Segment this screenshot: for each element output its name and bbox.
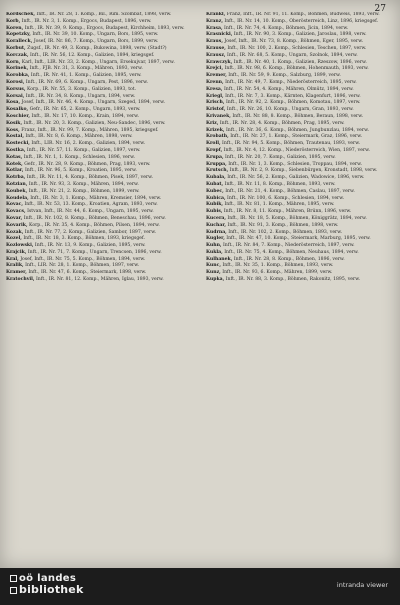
entry-name: Koralleck, <box>6 39 33 45</box>
entry-name: Kunc, <box>206 263 221 269</box>
entry-text: Gefr., IR. Nr. 28, 9. Komp., Böhmen, Prag, 1893, verw. <box>24 161 151 167</box>
entry-name: Kotas, <box>6 154 23 160</box>
entry-text: Inft., IR. Nr. 75, 4. Komp., Böhmen, Neuhaus, 1894, verw. <box>224 249 359 255</box>
entry-name: Kresa, <box>206 86 223 92</box>
entry-text: Inft., IR. Nr. 92, 2. Komp., Böhmen, Komotau, 1897, verw. <box>225 100 361 106</box>
entry-name: Korb, <box>6 18 21 24</box>
entry-text: Inft., IR. Nr. 34, 8. Komp., Ungarn, 1894, verw. <box>25 93 136 99</box>
entry-text: Inft., IR. Nr. 39, 10. Komp., Ungarn, Bors, 1895, verw. <box>32 32 159 38</box>
entry-text: Inft., IR. Nr. 18, 5. Komp., Böhmen, Königgrätz, 1894, verw. <box>227 215 367 221</box>
entry-name: Kraus, <box>206 39 223 45</box>
entry-name: Krausz, <box>206 52 226 58</box>
entry-text: Inft., IR. Nr. 28, 4. Komp., Böhmen, Prag, 1895, verw. <box>219 120 345 126</box>
entry-text: Inft., IR. Nr. 3, 1. Komp., Mähren, Kremsier, 1894, verw. <box>30 195 162 201</box>
entry-text: Inft., IR. Nr. 96, 5. Komp., Kroatien, 1895, verw. <box>24 168 137 174</box>
viewer-credit-link[interactable]: intranda viewer <box>336 581 388 589</box>
entry-name: Kostka, <box>6 147 26 153</box>
logo-line-1: oö landes <box>19 573 77 584</box>
register-entry <box>206 277 392 283</box>
entry-name: Korosi, <box>6 79 25 85</box>
entry-name: Kovacs, <box>6 209 26 215</box>
entry-name: Krenn, <box>206 79 224 85</box>
register-entry <box>206 107 392 113</box>
register-entry <box>206 250 392 256</box>
register-entry <box>6 134 192 140</box>
entry-text: Inft., IR. Nr. 91, 3. Komp., Böhmen, 1898, verw. <box>227 222 339 228</box>
entry-name: Kovarik, <box>6 222 28 228</box>
entry-name: Korsai, <box>6 93 25 99</box>
entry-name: Kubec, <box>206 188 224 194</box>
register-entry <box>206 270 392 276</box>
entry-name: Kotek, <box>6 161 23 167</box>
entry-text: Gefr., IR. Nr. 65, 2. Komp., Ungarn, 1893, verw. <box>29 107 141 113</box>
entry-text: Inft., IR. Nr. 77, 2. Komp., Galizien, Sambor, 1897, verw. <box>24 229 157 235</box>
register-entry <box>206 148 392 154</box>
entry-text: Inft., IR. Nr. 20, 3. Komp., Galizien, Neu-Sandec, 1896, verw. <box>23 120 166 126</box>
entry-name: Kroll, <box>206 141 221 147</box>
entry-name: Krawczyk, <box>206 59 233 65</box>
entry-name: Kotzian, <box>6 181 28 187</box>
logo-mark-icon <box>10 587 17 594</box>
register-entry <box>6 182 192 188</box>
register-entry <box>6 107 192 113</box>
entry-text: Inft., IR. Nr. 71, 7. Komp., Ungarn, Trencsen, 1896, verw. <box>27 249 162 255</box>
register-entry <box>206 257 392 263</box>
register-entry <box>6 39 192 45</box>
register-entry <box>206 128 392 134</box>
entry-text: Inft., IR. Nr. 26, 10. Komp., Ungarn, Gran, 1893, verw. <box>226 107 354 113</box>
register-entry <box>206 243 392 249</box>
entry-name: Krause, <box>206 45 226 51</box>
entry-name: Kral, <box>6 256 19 262</box>
register-entry <box>206 134 392 140</box>
register-entry <box>206 46 392 52</box>
register-entry <box>6 148 192 154</box>
entry-name: Kubica, <box>206 195 226 201</box>
register-entry <box>6 263 192 269</box>
entry-text: Inft., IR. Nr. 81, 1. Komp., Mähren, 1895, verw. <box>224 202 335 208</box>
register-entry <box>206 39 392 45</box>
register-entry <box>206 209 392 215</box>
register-entry <box>206 121 392 127</box>
register-entry <box>206 196 392 202</box>
entry-text: Inft., IR. Nr. 18, 3. Komp., Böhmen, 1893, kriegsgef. <box>23 236 145 242</box>
register-entry <box>6 53 192 59</box>
entry-text: Inft., IR. Nr. 56, 2. Komp., Galizien, Wadowice, 1896, verw. <box>227 175 365 181</box>
entry-name: Kosalko, <box>6 107 29 113</box>
entry-name: Krasa, <box>206 25 223 31</box>
entry-name: Kriz, <box>206 120 219 126</box>
entry-name: Korczak, <box>6 52 29 58</box>
entry-text: Inft., IR. Nr. 41, 1. Komp., Galizien, 1895, verw. <box>30 73 142 79</box>
entry-text: Inft., IR. Nr. 27, 1. Komp., Steiermark, Graz, 1896, verw. <box>230 134 363 140</box>
entry-name: Kuhn, <box>206 243 222 249</box>
entry-name: Koschier, <box>6 113 31 119</box>
entry-text: Karl, Inft., LIR. Nr. 33, 2. Komp., Ungarn, Ersekujvar, 1897, verw. <box>21 59 175 65</box>
entry-text: Josef, Inft., IR. Nr. 46, 4. Komp., Ungarn, Szeged, 1894, verw. <box>21 100 165 106</box>
entry-name: Kriegl, <box>206 93 224 99</box>
entry-text: Inft., IR. Nr. 53, 13. Komp., Kroatien, Agram, 1893, verw. <box>24 202 158 208</box>
entry-text: Inft., IR. Nr. 69, 6. Komp., Ungarn, Pest, 1896, verw. <box>25 79 149 85</box>
register-entry <box>206 80 392 86</box>
entry-name: Krejci, <box>206 66 224 72</box>
register-entry <box>6 230 192 236</box>
register-entry <box>6 128 192 134</box>
register-entry <box>6 66 192 72</box>
entry-text: Inft., IR. Nr. 102, 2. Komp., Böhmen, 1893, verw. <box>228 229 343 235</box>
entry-text: Inft., IR. Nr. 13, 9. Komp., Galizien, 1895, verw. <box>34 243 146 249</box>
register-entry <box>6 196 192 202</box>
entry-text: Inft., IR. Nr. 8, 11. Komp., Mähren, Brünn, 1896, verw. <box>223 209 352 215</box>
left-column <box>6 12 192 562</box>
entry-name: Kugler, <box>206 236 225 242</box>
library-logo[interactable] <box>10 573 83 595</box>
register-entry <box>206 26 392 32</box>
entry-text: Inft., IR. Nr. 11, 8. Komp., Böhmen, 1893, verw. <box>224 181 336 187</box>
register-entry <box>6 257 192 263</box>
entry-name: Krajcik, <box>6 249 27 255</box>
entry-name: Kristof, <box>206 107 226 113</box>
entry-name: Kotlar, <box>6 168 24 174</box>
entry-name: Kordschek, <box>6 12 36 17</box>
entry-text: Inft., IR. Nr. 28, 1. Komp., Bil., Rim. Szombat, 1898, verw. <box>36 12 172 17</box>
entry-name: Koren, <box>6 25 24 31</box>
entry-text: Inft., IR. Nr. 94, 5. Komp., Böhmen, Trautenau, 1893, verw. <box>222 141 361 147</box>
entry-name: Kudrna, <box>206 229 227 235</box>
register-entry <box>206 223 392 229</box>
entry-text: Inft., IR. Nr. 102, 8. Komp., Böhmen, Beneschau, 1896, verw. <box>23 215 166 221</box>
entry-name: Kostecki, <box>6 141 30 147</box>
entry-text: Inft., IR. Nr. 20, 7. Komp., Galizien, 1895, verw. <box>225 154 336 160</box>
entry-name: Kramer, <box>6 270 27 276</box>
entry-text: Korp., IR. Nr. 35, 4. Komp., Böhmen, Pilsen, 1894, verw. <box>29 222 160 228</box>
entry-text: Inft., IR. Nr. 40, 1. Komp., Galizien, Rzeszow, 1896, verw. <box>233 59 367 65</box>
register-entry <box>206 216 392 222</box>
entry-name: Kunz, <box>206 270 221 276</box>
viewer-footer <box>0 568 400 605</box>
entry-name: Kosa, <box>6 100 21 106</box>
entry-text: Inft., LIR. Nr. 28, 1. Komp., Böhmen, 1897, verw. <box>25 263 140 269</box>
register-entry <box>206 32 392 38</box>
entry-name: Kozak, <box>6 229 24 235</box>
entry-text: Inft., IR. Nr. 57, 11. Komp., Galizien, 1897, verw. <box>26 147 141 153</box>
entry-text: Inft., IR. Nr. 3, 1. Komp., Ergocs, Budapest, 1896, verw. <box>21 18 152 24</box>
entry-name: Kupka, <box>206 277 225 283</box>
entry-text: Inft., LIR. Nr. 16, 2. Komp., Galizien, 1894, verw. <box>31 141 146 147</box>
entry-name: Kubis, <box>206 209 223 215</box>
register-entry <box>6 94 192 100</box>
entry-name: Krivanek, <box>206 113 231 119</box>
register-entry <box>6 114 192 120</box>
entry-name: Kosik, <box>6 120 23 126</box>
register-entry <box>206 189 392 195</box>
register-entry <box>6 141 192 147</box>
entry-name: Kozlowski, <box>6 243 34 249</box>
entry-text: Inft., IR. Nr. 74, 4. Komp., Böhmen, Jicin, 1894, verw. <box>224 25 349 31</box>
entry-name: Kostal, <box>6 134 24 140</box>
register-entry <box>6 202 192 208</box>
register-entry <box>6 73 192 79</box>
entry-text: Inft., IR. Nr. 90, 3. Komp., Galizien, Jaroslau, 1898, verw. <box>233 32 367 38</box>
register-entry <box>206 73 392 79</box>
register-entry <box>6 236 192 242</box>
register-entry <box>206 155 392 161</box>
entry-text: Inft., IR. Nr. 1, 3. Komp., Schlesien, Troppau, 1894, verw. <box>228 161 362 167</box>
register-entry <box>206 162 392 168</box>
register-entry <box>6 223 192 229</box>
right-column <box>206 12 392 562</box>
register-entry <box>6 26 192 32</box>
register-entry <box>6 32 192 38</box>
register-entry <box>6 175 192 181</box>
entry-name: Kukla, <box>206 249 223 255</box>
entry-name: Kulhanek, <box>206 256 233 262</box>
entry-text: Josef, Inft., IR. Nr. 73, 8. Komp., Böhmen, Eger, 1895, verw. <box>224 39 364 45</box>
entry-name: Korsus, <box>6 86 26 92</box>
register-entry <box>206 263 392 269</box>
entry-text: Inft., IR. Nr. 7, 3. Komp., Kärnten, Klagenfurt, 1896, verw. <box>225 93 361 99</box>
entry-text: Franz, Inft., IR. Nr. 99, 7. Komp., Mähren, 1895, kriegsgef. <box>21 127 159 133</box>
entry-text: Inft., IR. Nr. 68, 5. Komp., Ungarn, Szolnok, 1894, verw. <box>227 52 358 58</box>
register-entry <box>6 168 192 174</box>
entry-name: Kucera, <box>206 215 226 221</box>
entry-name: Korbut, <box>6 45 26 51</box>
register-entry <box>206 19 392 25</box>
entry-name: Kozel, <box>6 236 22 242</box>
register-entry <box>6 87 192 93</box>
entry-text: Inft., IR. Nr. 4, 12. Komp., Niederösterreich, Wien, 1897, verw. <box>223 147 370 153</box>
entry-name: Koudela, <box>6 195 29 201</box>
entry-name: Krasnicki, <box>206 32 233 38</box>
entry-name: Kubat, <box>206 181 224 187</box>
entry-text: Inft., IR. Nr. 47, 6. Komp., Steiermark, 1898, verw. <box>28 270 147 276</box>
entry-text: Zugsf., IR. Nr. 49, 3. Komp., Bukowina, 1898, verw. (Stadt?) <box>27 45 167 51</box>
entry-text: Inft., IR. Nr. 21, 2. Komp., Böhmen, 1899, verw. <box>28 188 140 194</box>
register-entry <box>6 100 192 106</box>
entry-text: Inft., IR. Nr. 59, 9. Komp., Salzburg, 1899, verw. <box>228 73 341 79</box>
entry-text: Inft., IR. Nr. 1, 1. Komp., Schlesien, 1896, verw. <box>23 154 135 160</box>
register-entry <box>206 94 392 100</box>
entry-text: Josef, IR. Nr. 86, 7. Komp., Ungarn, Bors, 1899, verw. <box>33 39 159 45</box>
entry-text: Inft., IR. Nr. 81, 12. Komp., Mähren, Iglau, 1893, verw. <box>35 277 164 283</box>
entry-text: Inft., IR. Nr. 54, 4. Komp., Mähren, Olmütz, 1894, verw. <box>223 86 354 92</box>
entry-text: Inft., IR. Nr. 100, 2. Komp., Schlesien, Teschen, 1897, verw. <box>227 45 367 51</box>
register-entry <box>6 12 192 18</box>
entry-name: Kruppa, <box>206 161 227 167</box>
register-entry <box>206 66 392 72</box>
entry-text: Inft., IR. Nr. 28, 8. Komp., Böhmen, 1896, verw. <box>233 256 345 262</box>
entry-name: Kremer, <box>206 73 227 79</box>
entry-name: Krobath, <box>206 134 229 140</box>
register-entry <box>206 202 392 208</box>
entry-name: Kovar, <box>6 215 23 221</box>
entry-text: Inft., IR. Nr. 88, 3. Komp., Böhmen, Rakonitz, 1895, verw. <box>225 277 361 283</box>
entry-name: Kralik, <box>6 263 24 269</box>
register-entry <box>6 121 192 127</box>
register-entry <box>6 277 192 283</box>
entry-name: Kropf, <box>206 147 223 153</box>
register-entry <box>206 60 392 66</box>
register-entry <box>6 243 192 249</box>
register-entry <box>206 87 392 93</box>
register-entry <box>206 168 392 174</box>
entry-text: Inft., IR. Nr. 49, 7. Komp., Niederösterreich, 1895, verw. <box>225 79 357 85</box>
entry-name: Krankl, <box>206 12 226 17</box>
register-entry <box>206 100 392 106</box>
register-entry <box>6 216 192 222</box>
entry-text: Inft., IR. Nr. 35, 1. Komp., Böhmen, 1893, verw. <box>222 263 334 269</box>
entry-name: Kratochvil, <box>6 277 35 283</box>
register-entry <box>6 19 192 25</box>
entry-text: Inft., IR. Nr. 47, 10. Komp., Steiermark, Marburg, 1895, verw. <box>226 236 371 242</box>
entry-name: Krutsch, <box>206 168 229 174</box>
entry-text: Inft., IR. Nr. 11, 4. Komp., Böhmen, Pisek, 1897, verw. <box>26 175 154 181</box>
register-entry <box>206 175 392 181</box>
entry-name: Korobka, <box>6 73 30 79</box>
entry-name: Kotrba, <box>6 175 26 181</box>
register-entry <box>6 270 192 276</box>
register-entry <box>206 182 392 188</box>
entry-text: Inft., IR. Nr. 84, 7. Komp., Niederösterreich, 1897, verw. <box>222 243 355 249</box>
entry-name: Krizek, <box>206 127 225 133</box>
register-entry <box>206 236 392 242</box>
entry-text: Inft., IR. Nr. 14, 10. Komp., Oberösterreich, Linz, 1896, kriegsgef. <box>224 18 379 24</box>
entry-text: Inft., IR. Nr. 2, 9. Komp., Siebenbürgen, Kronstadt, 1898, verw. <box>229 168 378 174</box>
register-entry <box>206 230 392 236</box>
logo-line-2: bibliothek <box>19 583 84 596</box>
entry-name: Krisch, <box>206 100 225 106</box>
register-entry <box>6 60 192 66</box>
register-entry <box>206 53 392 59</box>
entry-name: Korn, <box>6 59 21 65</box>
register-entry <box>206 12 392 18</box>
entry-name: Kuchar, <box>206 222 227 228</box>
entry-name: Koss, <box>6 127 20 133</box>
register-entry <box>6 155 192 161</box>
page-number: 27 <box>374 4 386 14</box>
entry-text: Korp., IR. Nr. 55, 3. Komp., Galizien, 1893, tot. <box>26 86 137 92</box>
entry-text: Inft., IR. Nr. 8, 6. Komp., Mähren, 1898, verw. <box>25 134 133 140</box>
entry-name: Kranz, <box>206 18 223 24</box>
entry-text: Inft., IR. Nr. 21, 4. Komp., Böhmen, Caslau, 1897, verw. <box>225 188 355 194</box>
entry-text: Inft., IR. Nr. 93, 3. Komp., Mähren, 1894, verw. <box>28 181 139 187</box>
entry-text: Inft., IR. Nr. 88, 8. Komp., Böhmen, Beraun, 1898, verw. <box>232 113 364 119</box>
register-entry <box>6 209 192 215</box>
entry-text: Inft., IR. Nr. 36, 6. Komp., Böhmen, Jungbunzlau, 1894, verw. <box>225 127 369 133</box>
entry-text: Inft., IR. Nr. 100, 6. Komp., Schlesien, 1894, verw. <box>227 195 345 201</box>
register-entry <box>206 114 392 120</box>
entry-text: Inft., IR. Nr. 17, 10. Komp., Krain, 1894, verw. <box>31 113 140 119</box>
entry-text: Josef, Inft., IR. Nr. 75, 5. Komp., Böhmen, 1894, verw. <box>20 256 146 262</box>
entry-text: Inft., FJB. Nr. 31, 3. Komp., Mähren, 1893, verw. <box>29 66 143 72</box>
entry-name: Krupa, <box>206 154 224 160</box>
logo-mark-icon <box>10 575 17 582</box>
entry-text: Franz, Inft., IR. Nr. 91, 11. Komp., Böhmen, Budweis, 1893, verw. <box>226 12 380 17</box>
register-entry <box>6 250 192 256</box>
entry-text: Inft., IR. Nr. 56, 12. Komp., Galizien, 1894, kriegsgef. <box>30 52 155 58</box>
entry-name: Koubek, <box>6 188 28 194</box>
entry-name: Kopetzky, <box>6 32 31 38</box>
entry-text: Inft., IR. Nr. 39, 9. Komp., Ergocs, Budapest, Kirchheim, 1893, verw. <box>24 25 185 31</box>
entry-text: Inft., IR. Nr. 93, 6. Komp., Mähren, 1899, verw. <box>222 270 333 276</box>
register-entry <box>6 189 192 195</box>
entry-name: Kovac, <box>6 202 23 208</box>
entry-name: Kubik, <box>206 202 223 208</box>
entry-name: Korinek, <box>6 66 29 72</box>
entry-text: Inft., IR. Nr. 98, 6. Komp., Böhmen, Hohenmauth, 1893, verw. <box>224 66 369 72</box>
register-entry <box>6 162 192 168</box>
register-entry <box>6 46 192 52</box>
register-entry <box>6 80 192 86</box>
entry-text: Istvan, Inft., IR. Nr. 44, 6. Komp., Ungarn, 1895, verw. <box>27 209 154 215</box>
entry-name: Kubala, <box>206 175 226 181</box>
register-entry <box>206 141 392 147</box>
